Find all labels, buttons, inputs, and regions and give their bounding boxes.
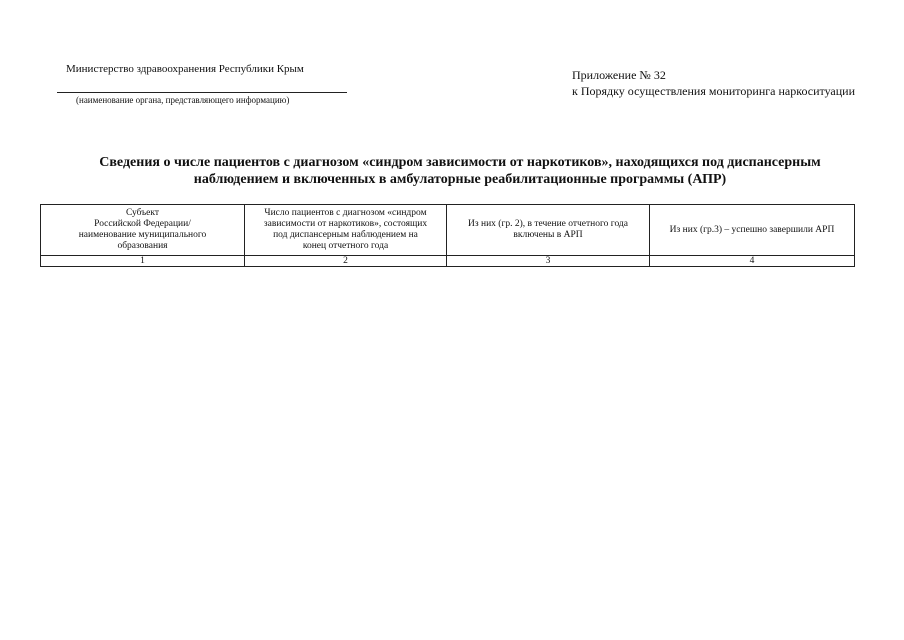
ministry-underline (57, 92, 347, 93)
header-cell-subject (41, 205, 245, 256)
header-cell-patients (245, 205, 447, 256)
header-line: под диспансерным наблюдением на (273, 230, 418, 240)
header-line: Из них (гр. 2), в течение отчетного года (468, 219, 628, 229)
header-cell-completed (650, 205, 855, 256)
column-number: 3 (447, 256, 650, 267)
title-line-1: Сведения о числе пациентов с диагнозом «синдром зависимости от наркотиков», находящихся под диспансерным (99, 155, 821, 170)
report-table (40, 204, 855, 267)
header-line: Российской Федерации/ (94, 219, 191, 229)
header-line: Субъект (125, 208, 160, 218)
appendix-subtitle: к Порядку осуществления мониторинга наркоситуации (572, 84, 856, 98)
header-line: наименование муниципального (78, 230, 207, 240)
appendix-number: Приложение № 32 (572, 68, 666, 82)
header-line: зависимости от наркотиков», состоящих (263, 219, 428, 229)
document-title (40, 154, 880, 188)
column-number: 1 (41, 256, 245, 267)
ministry-name: Министерство здравоохранения Республики Крым (66, 63, 304, 75)
column-number: 4 (650, 256, 855, 267)
header-line: Число пациентов с диагнозом «синдром (264, 208, 427, 218)
table-header-row (41, 205, 855, 256)
appendix-block (572, 67, 855, 99)
column-number-row (41, 256, 855, 267)
header-line: включены в АРП (513, 230, 583, 240)
header-line: образования (117, 241, 168, 251)
header-cell-included (447, 205, 650, 256)
header-line: Из них (гр.3) – успешно завершили АРП (669, 224, 835, 235)
ministry-caption: (наименование органа, представляющего информацию) (76, 95, 290, 105)
header-line: конец отчетного года (302, 241, 389, 251)
title-line-2: наблюдением и включенных в амбулаторные реабилитационные программы (АПР) (193, 172, 727, 187)
column-number: 2 (245, 256, 447, 267)
